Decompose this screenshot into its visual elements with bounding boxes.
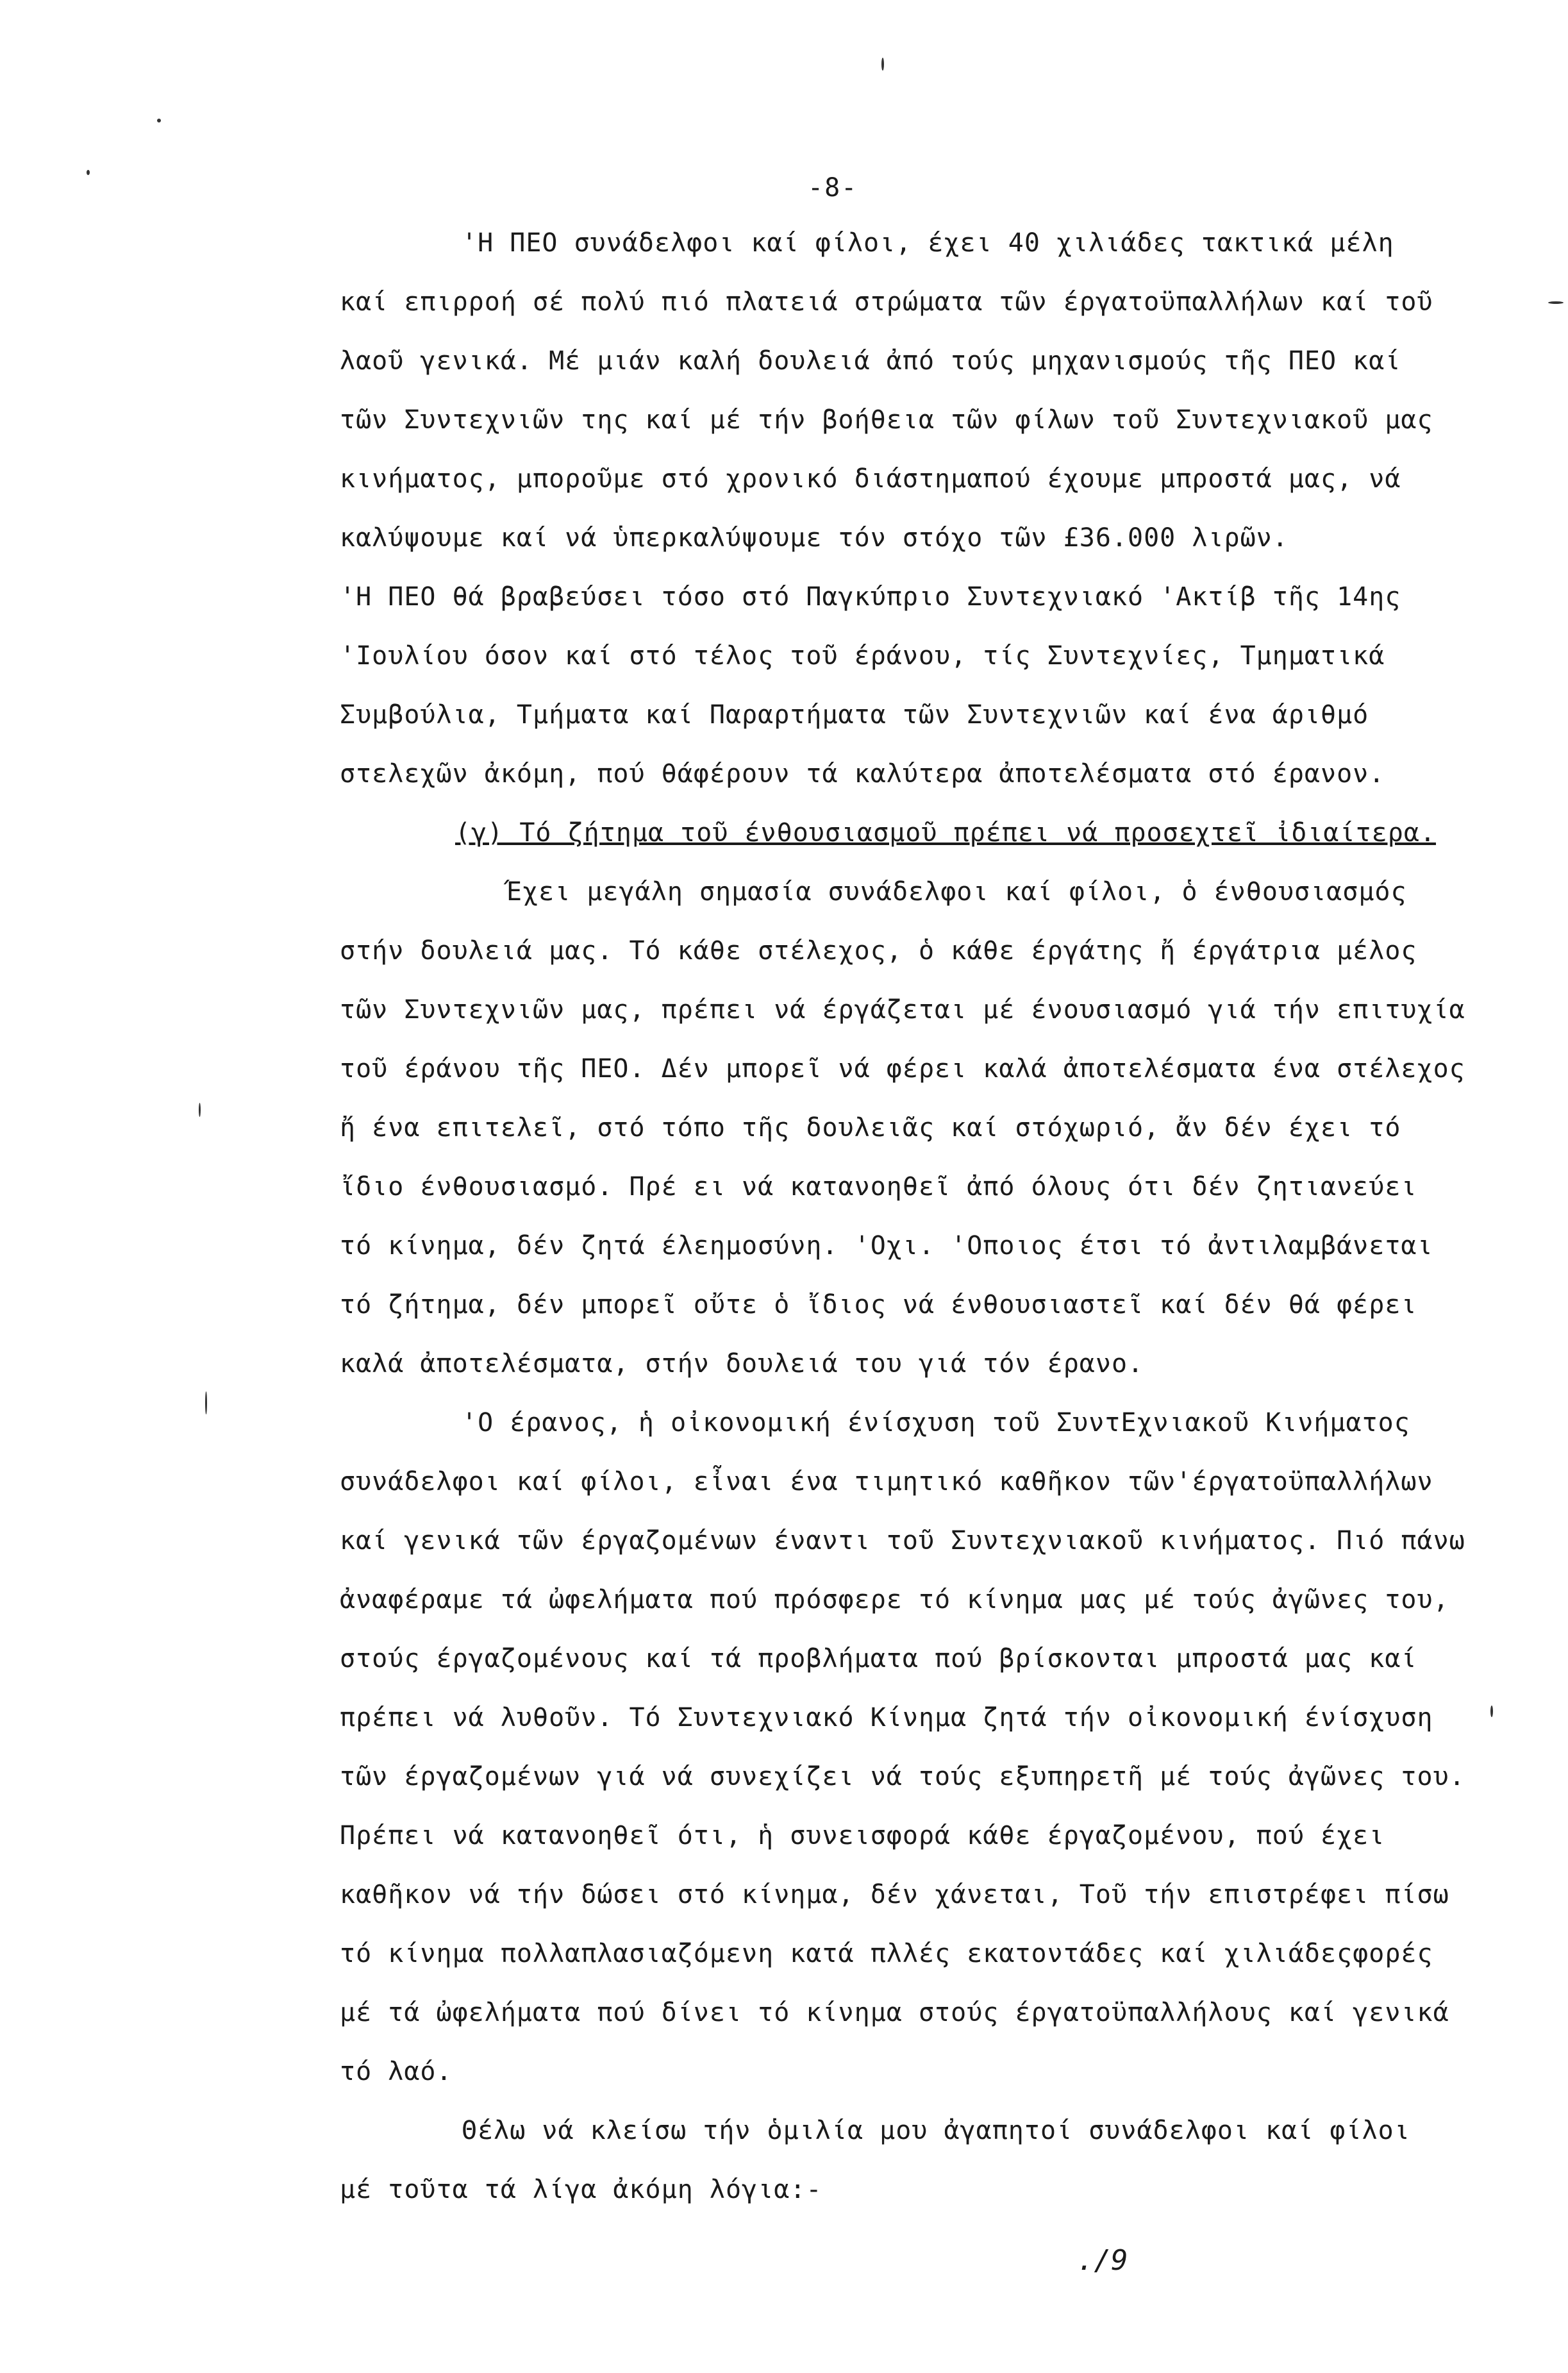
text-line: καί επιρροή σέ πολύ πιό πλατειά στρώματα τῶν έργατοϋπαλλήλων καί τοῦ [340, 287, 1433, 317]
text-line: τό λαό. [340, 2057, 453, 2086]
text-line: στελεχῶν ἀκόμη, πού θάφέρουν τά καλύτερα ἀποτελέσματα στό έρανον. [340, 759, 1385, 789]
scan-speck [199, 1103, 201, 1117]
page-number: -8- [808, 173, 858, 203]
text-line: τῶν Συντεχνιῶν μας, πρέπει νά έργάζεται μέ ένουσιασμό γιά τήν επιτυχία [340, 995, 1465, 1025]
text-line: Θέλω νά κλείσω τήν ὁμιλία μου ἀγαπητοί συνάδελφοι καί φίλοι [462, 2116, 1410, 2145]
text-line: στήν δουλειά μας. Τό κάθε στέλεχος, ὁ κάθε έργάτης ἤ έργάτρια μέλος [340, 936, 1417, 966]
text-line: καί γενικά τῶν έργαζομένων έναντι τοῦ Συντεχνιακοῦ κινήματος. Πιό πάνω [340, 1526, 1465, 1555]
text-line: πρέπει νά λυθοῦν. Τό Συντεχνιακό Κίνημα ζητά τήν οἰκονομική ένίσχυση [340, 1703, 1433, 1732]
scan-speck [87, 170, 90, 175]
scan-speck [1548, 301, 1564, 304]
text-line: τό κίνημα πολλαπλασιαζόμενη κατά πλλές εκατοντάδες καί χιλιάδεςφορές [340, 1939, 1433, 1968]
text-line: στούς έργαζομένους καί τά προβλήματα πού βρίσκονται μπροστά μας καί [340, 1644, 1417, 1673]
text-line: 'Ο έρανος, ἡ οἰκονομική ένίσχυση τοῦ ΣυντΕχνιακοῦ Κινήματος [462, 1408, 1410, 1438]
scan-speck [881, 58, 884, 71]
text-line: ἤ ένα επιτελεῖ, στό τόπο τῆς δουλειᾶς καί στόχωριό, ἄν δέν έχει τό [340, 1113, 1401, 1143]
text-line: ἀναφέραμε τά ὠφελήματα πού πρόσφερε τό κίνημα μας μέ τούς ἀγῶνες του, [340, 1585, 1449, 1614]
text-line: λαοῦ γενικά. Μέ μιάν καλή δουλειά ἀπό τούς μηχανισμούς τῆς ΠΕΟ καί [340, 346, 1401, 376]
text-line: 'Η ΠΕΟ θά βραβεύσει τόσο στό Παγκύπριο Συντεχνιακό 'Ακτίβ τῆς 14ης [340, 582, 1401, 612]
text-line: τό κίνημα, δέν ζητά έλεημοσύνη. 'Οχι. 'Οποιος έτσι τό ἀντιλαμβάνεται [340, 1231, 1433, 1261]
text-line: 'Ιουλίου όσον καί στό τέλος τοῦ έράνου, τίς Συντεχνίες, Τμηματικά [340, 641, 1385, 671]
text-line: καλά ἀποτελέσματα, στήν δουλειά του γιά τόν έρανο. [340, 1349, 1144, 1379]
text-line: Πρέπει νά κατανοηθεῖ ότι, ἡ συνεισφορά κάθε έργαζομένου, πού έχει [340, 1821, 1385, 1850]
scan-speck [205, 1391, 207, 1414]
text-line: μέ τά ὠφελήματα πού δίνει τό κίνημα στούς έργατοϋπαλλήλους καί γενικά [340, 1998, 1449, 2027]
text-line: κινήματος, μποροῦμε στό χρονικό διάστημαπού έχουμε μπροστά μας, νά [340, 464, 1401, 494]
text-line: μέ τοῦτα τά λίγα ἀκόμη λόγια:- [340, 2175, 822, 2204]
text-line: καθῆκον νά τήν δώσει στό κίνημα, δέν χάνεται, Τοῦ τήν επιστρέφει πίσω [340, 1880, 1449, 1909]
text-line: 'Η ΠΕΟ συνάδελφοι καί φίλοι, έχει 40 χιλιάδες τακτικά μέλη [462, 228, 1394, 258]
text-line: τῶν Συντεχνιῶν της καί μέ τήν βοήθεια τῶν φίλων τοῦ Συντεχνιακοῦ μας [340, 405, 1433, 435]
text-line: συνάδελφοι καί φίλοι, εἶναι ένα τιμητικό καθῆκον τῶν'έργατοϋπαλλήλων [340, 1467, 1433, 1497]
text-line: Συμβούλια, Τμήματα καί Παραρτήματα τῶν Συντεχνιῶν καί ένα άριθμό [340, 700, 1369, 730]
text-line: τό ζήτημα, δέν μπορεῖ οὔτε ὁ ἴδιος νά ένθουσιαστεῖ καί δέν θά φέρει [340, 1290, 1417, 1320]
text-line: Έχει μεγάλη σημασία συνάδελφοι καί φίλοι, ὁ ένθουσιασμός [506, 877, 1407, 907]
scan-speck [1490, 1706, 1493, 1717]
continuation-mark: ./9 [1077, 2244, 1128, 2277]
scan-speck [157, 119, 161, 122]
text-line: ἴδιο ένθουσιασμό. Πρέ ει νά κατανοηθεῖ ἀπό όλους ότι δέν ζητιανεύει [340, 1172, 1417, 1202]
text-line: τοῦ έράνου τῆς ΠΕΟ. Δέν μπορεῖ νά φέρει καλά ἀποτελέσματα ένα στέλεχος [340, 1054, 1465, 1084]
section-heading: (γ) Τό ζήτημα τοῦ ένθουσιασμοῦ πρέπει νά προσεχτεῖ ἰδιαίτερα. [455, 818, 1437, 848]
text-line: τῶν έργαζομένων γιά νά συνεχίζει νά τούς εξυπηρετῆ μέ τούς ἀγῶνες του. [340, 1762, 1465, 1791]
text-line: καλύψουμε καί νά ὑπερκαλύψουμε τόν στόχο τῶν £36.000 λιρῶν. [340, 523, 1289, 553]
